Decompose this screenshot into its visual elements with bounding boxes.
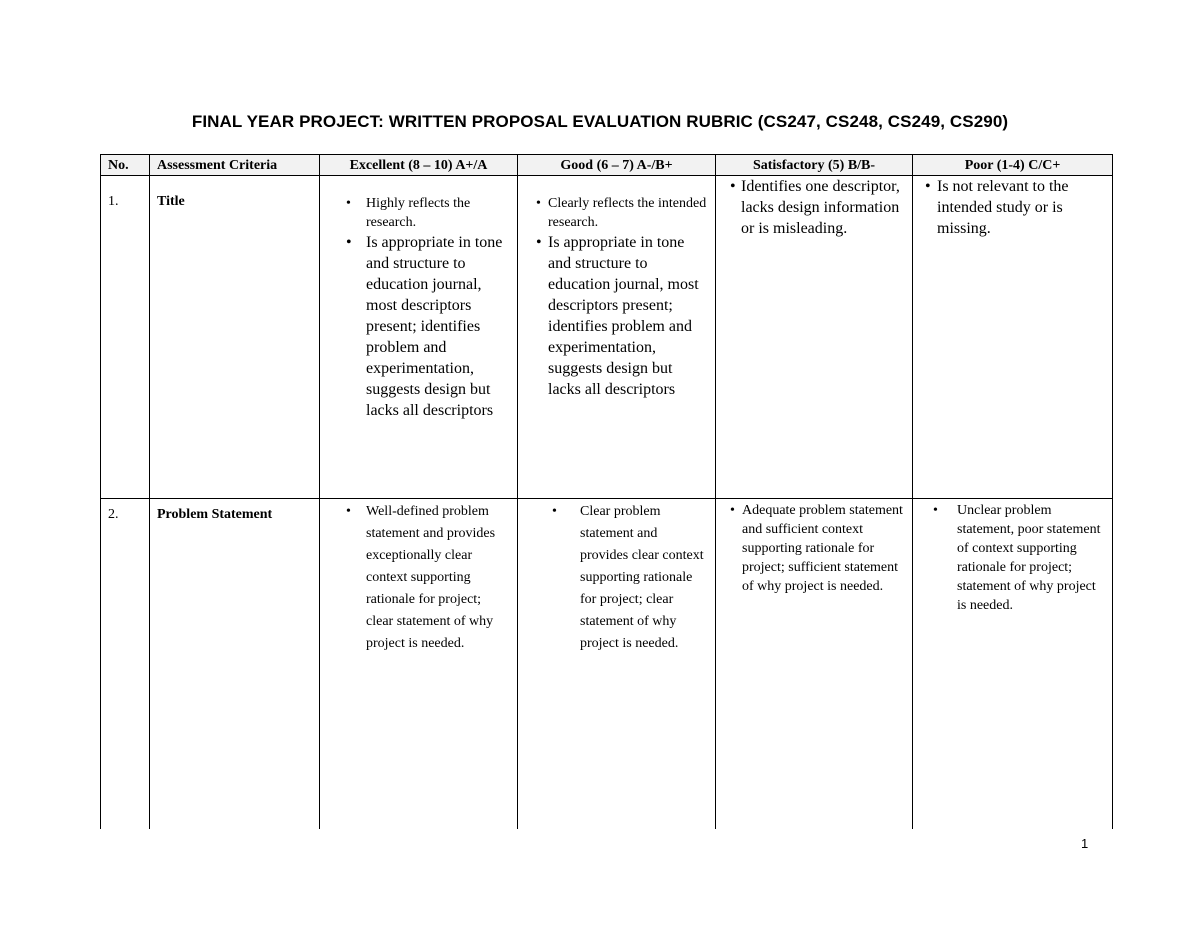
document-title: FINAL YEAR PROJECT: WRITTEN PROPOSAL EVALUATION RUBRIC (CS247, CS248, CS249, CS290) xyxy=(191,112,1009,131)
list-item: • Clearly reflects the intended research. xyxy=(536,194,709,232)
header-no: No. xyxy=(101,155,150,176)
list-item: • Well-defined problem statement and provides exceptionally clear context supporting rationale for project; clear statement of why project is needed. xyxy=(344,501,511,655)
cell-satisfactory xyxy=(716,176,913,499)
list-item: • Unclear problem statement, poor statement of context supporting rationale for project; statement of why project is needed. xyxy=(933,501,1106,615)
page-number: 1 xyxy=(1081,836,1089,851)
cell-good xyxy=(518,176,716,499)
cell-poor xyxy=(913,499,1113,830)
table-header-row xyxy=(101,155,1113,176)
header-satisfactory: Satisfactory (5) B/B- xyxy=(716,155,913,176)
list-item: • Identifies one descriptor, lacks design information or is misleading. xyxy=(730,176,906,239)
header-poor: Poor (1-4) C/C+ xyxy=(913,155,1113,176)
header-good: Good (6 – 7) A-/B+ xyxy=(518,155,716,176)
cell-poor xyxy=(913,176,1113,499)
descriptor-list xyxy=(344,194,511,421)
rubric-table xyxy=(100,154,1113,829)
list-item: • Clear problem statement and provides clear context supporting rationale for project; clear statement of why project is needed. xyxy=(552,501,709,655)
descriptor-list xyxy=(730,501,906,596)
cell-excellent xyxy=(320,499,518,830)
list-item: • Is appropriate in tone and structure to education journal, most descriptors present; identifies problem and experimentation, suggests design but lacks all descriptors xyxy=(536,232,709,400)
row-number: 1. xyxy=(101,176,150,499)
cell-good xyxy=(518,499,716,830)
row-criteria: Problem Statement xyxy=(150,499,320,830)
table-row xyxy=(101,499,1113,830)
descriptor-list xyxy=(536,194,709,400)
descriptor-list xyxy=(925,176,1106,239)
descriptor-list xyxy=(933,501,1106,615)
descriptor-list xyxy=(730,176,906,239)
descriptor-list xyxy=(552,501,709,655)
list-item: • Adequate problem statement and sufficient context supporting rationale for project; sufficient statement of why project is needed. xyxy=(730,501,906,596)
row-number: 2. xyxy=(101,499,150,830)
row-criteria: Title xyxy=(150,176,320,499)
cell-excellent xyxy=(320,176,518,499)
list-item: • Highly reflects the research. xyxy=(344,194,511,232)
table-row xyxy=(101,176,1113,499)
cell-satisfactory xyxy=(716,499,913,830)
header-assessment-criteria: Assessment Criteria xyxy=(150,155,320,176)
list-item: • Is not relevant to the intended study or is missing. xyxy=(925,176,1106,239)
list-item: • Is appropriate in tone and structure to education journal, most descriptors present; identifies problem and experimentation, suggests design but lacks all descriptors xyxy=(344,232,511,421)
descriptor-list xyxy=(344,501,511,655)
header-excellent: Excellent (8 – 10) A+/A xyxy=(320,155,518,176)
